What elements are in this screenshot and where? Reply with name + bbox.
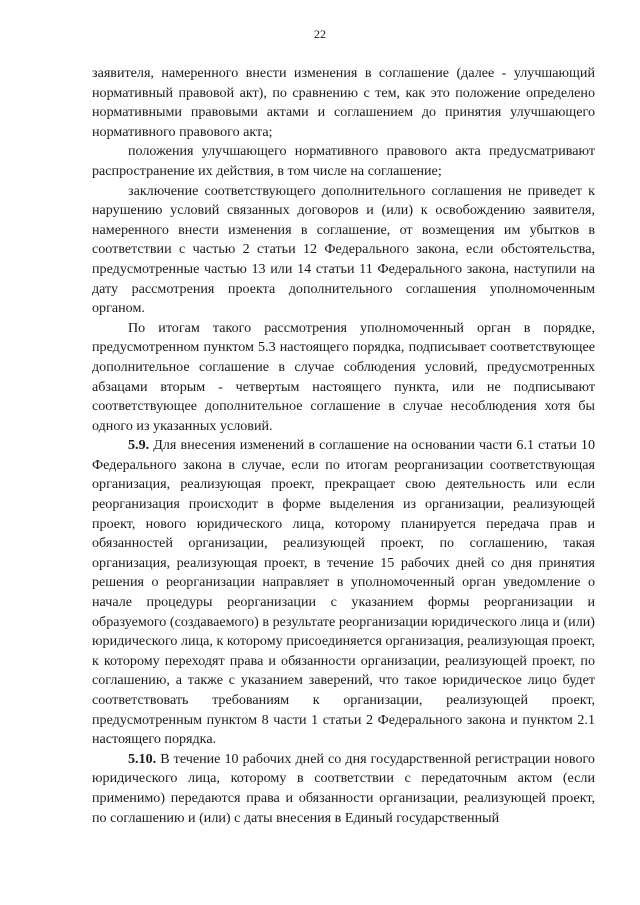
- paragraph-text: По итогам такого рассмотрения уполномоченный орган в порядке, предусмотренном пунктом 5.3 настоящего порядка, подписывает соответствующее дополнительное соглашение в случае соблюдения условий, предусмотренных абзацами вторым - четвертым настоящего пункта, или не подписывают соответствующее дополнительное соглашение в случае несоблюдения хотя бы одного из указанных условий.: [92, 319, 595, 434]
- clause-number: 5.9.: [128, 437, 150, 454]
- page-number: 22: [314, 27, 326, 41]
- clause-5-9: [92, 436, 595, 750]
- paragraph-text: заключение соответствующего дополнительного соглашения не приведет к нарушению условий связанных договоров и (или) к освобождению заявителя, намеренного внести изменения в соглашение, от возмещения им убытков в соответствии с частью 2 статьи 12 Федерального закона, если обстоятельства, предусмотренные частью 13 или 14 статьи 11 Федерального закона, наступили на дату рассмотрения проекта дополнительного соглашения уполномоченным органом.: [92, 182, 595, 317]
- paragraph-text: В течение 10 рабочих дней со дня государственной регистрации нового юридического лица, которому в соответствии с передаточным актом (если применимо) передаются права и обязанности организации, реализующей проект, по соглашению и (или) с даты внесения в Единый государственный: [92, 750, 595, 826]
- paragraph-text: Для внесения изменений в соглашение на основании части 6.1 статьи 10 Федерального закона в случае, если по итогам реорганизации соответствующая организация, реализующая проект, прекращает свою деятельность или если реорганизация происходит в форме выделения из организации, реализующей проект, нового юридического лица, которому планируется передача прав и обязанностей организации, реализующей проект, по соглашению, такая организация, реализующая проект, в течение 15 рабочих дней со дня принятия решения о реорганизации направляет в уполномоченный орган уведомление о начале процедуры реорганизации с указанием формы реорганизации и образуемого (создаваемого) в результате реорганизации юридического лица и (или) юридического лица, к которому присоединяется организация, реализующая проект, к которому переходят права и обязанности организации, реализующей проект, по соглашению, а также с указанием заверений, что такое юридическое лицо будет соответствовать требованиям к организации, реализующей проект, предусмотренным пунктом 8 части 1 статьи 2 Федерального закона и пунктом 2.1 настоящего порядка.: [92, 437, 595, 748]
- paragraph: [92, 182, 595, 319]
- paragraph-text: заявителя, намеренного внести изменения в соглашение (далее - улучшающий нормативный правовой акт), по сравнению с тем, как это положение определено нормативными правовыми актами и соглашением до принятия улучшающего нормативного правового акта;: [92, 65, 595, 140]
- paragraph: [92, 64, 595, 142]
- clause-5-10: [92, 750, 595, 828]
- paragraph-text: положения улучшающего нормативного правового акта предусматривают распространение их действия, в том числе на соглашение;: [92, 143, 595, 179]
- paragraph: [92, 319, 595, 437]
- paragraph: [92, 142, 595, 181]
- clause-number: 5.10.: [128, 750, 157, 767]
- document-body: [92, 64, 595, 828]
